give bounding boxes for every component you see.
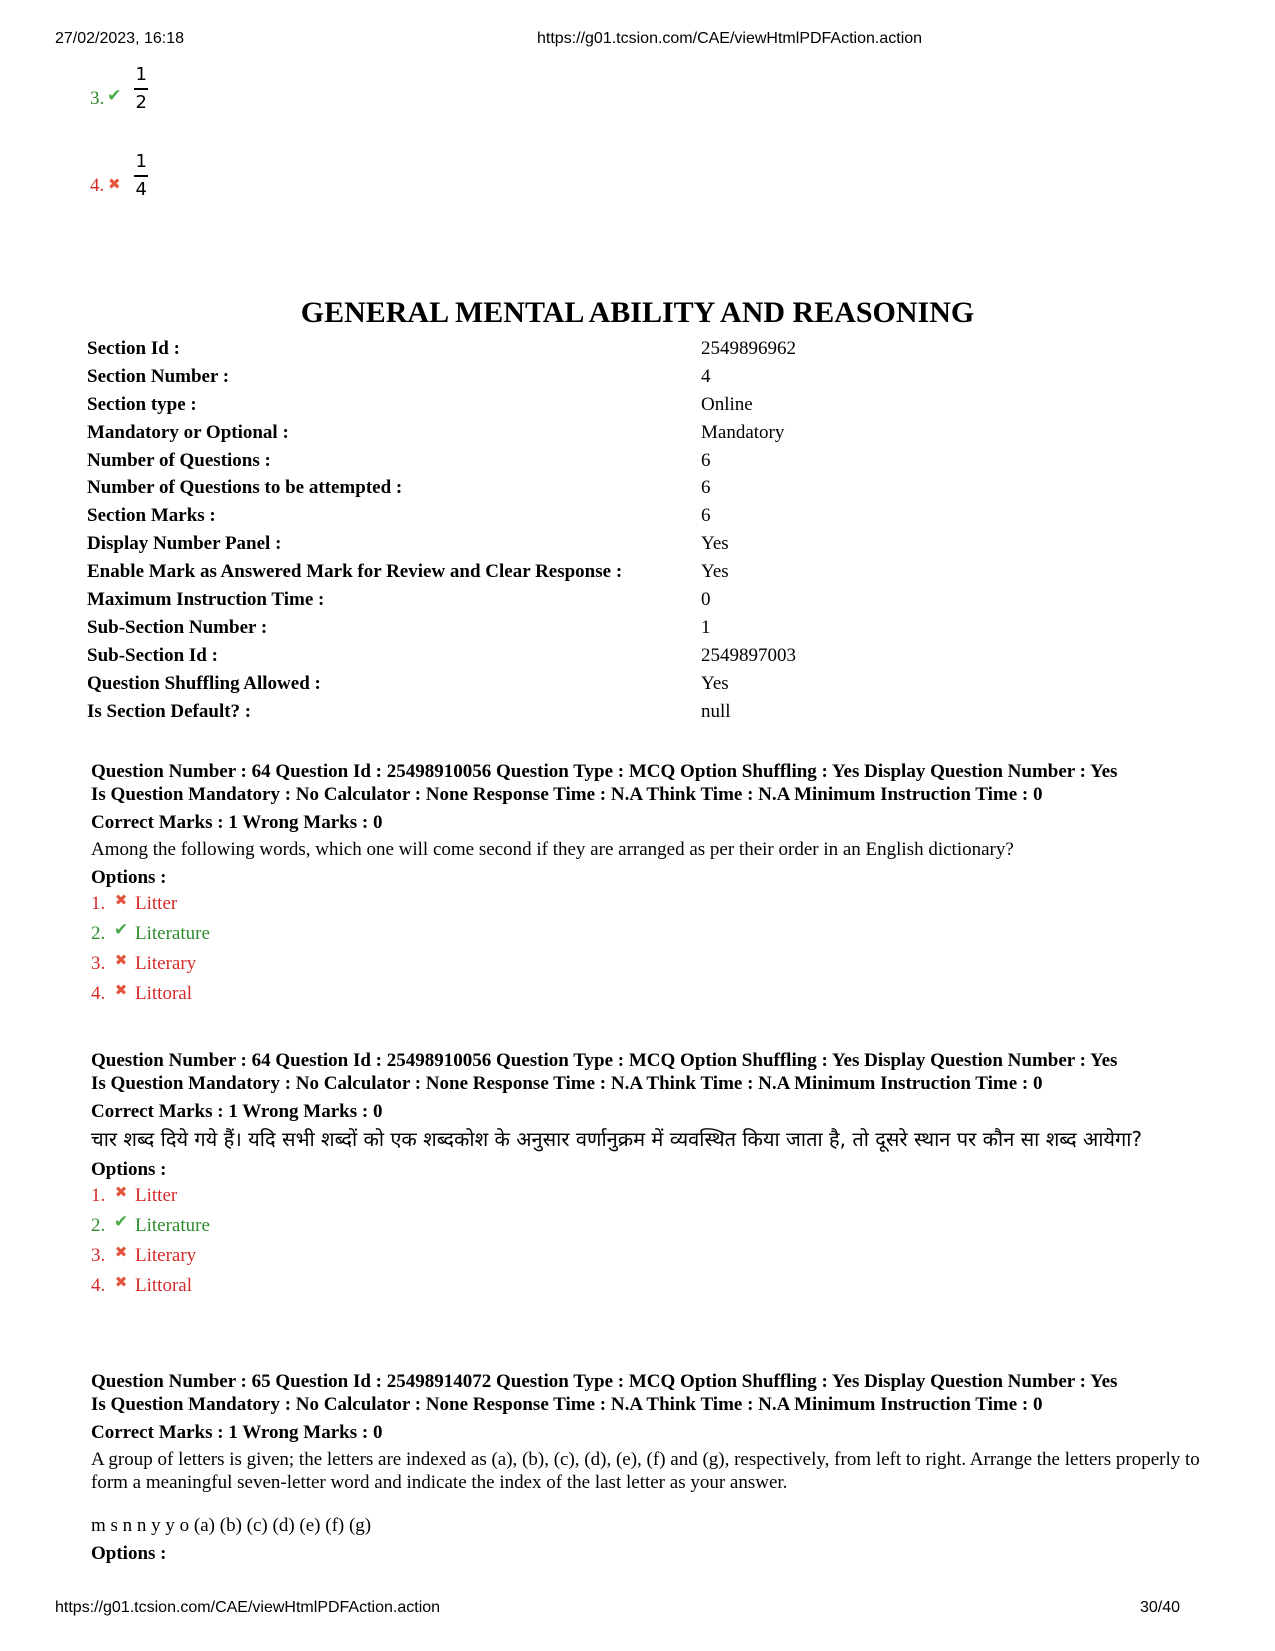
- print-url-header: https://g01.tcsion.com/CAE/viewHtmlPDFAction.action: [537, 30, 923, 47]
- option-item: [91, 1241, 1211, 1271]
- print-url-footer: https://g01.tcsion.com/CAE/viewHtmlPDFAction.action: [55, 1599, 441, 1616]
- info-label: Display Number Panel :: [87, 533, 282, 555]
- question-meta: Question Number : 65 Question Id : 25498914072 Question Type : MCQ Option Shuffling : Yes Display Question Number : Yes: [91, 1371, 1118, 1392]
- option-text: Litter: [135, 1185, 178, 1206]
- info-label: Section Marks :: [87, 505, 216, 527]
- question-marks: Correct Marks : 1 Wrong Marks : 0: [91, 1101, 383, 1122]
- prev-option-4: [90, 147, 148, 200]
- info-value: Yes: [701, 672, 729, 694]
- info-row: [87, 503, 796, 531]
- info-row: [87, 643, 796, 671]
- option-number: 2.: [91, 923, 106, 944]
- info-row: [87, 615, 796, 643]
- cross-icon: ✖: [114, 951, 128, 969]
- option-text: Literary: [135, 1245, 197, 1266]
- option-number: 3.: [91, 953, 106, 974]
- options-label: Options :: [91, 1159, 167, 1180]
- option-text: Litter: [135, 893, 178, 914]
- info-row: [87, 671, 796, 699]
- info-label: Sub-Section Id :: [87, 644, 218, 666]
- info-value: Mandatory: [701, 421, 785, 443]
- cross-icon: ✖: [114, 1183, 128, 1201]
- page-number: 30/40: [1139, 1599, 1180, 1616]
- info-row: [87, 336, 796, 364]
- question-meta: Is Question Mandatory : No Calculator : None Response Time : N.A Think Time : N.A Minimum Instruction Time : 0: [91, 1394, 1043, 1415]
- option-number: 4.: [91, 983, 106, 1004]
- question-meta: Question Number : 64 Question Id : 25498910056 Question Type : MCQ Option Shuffling : Yes Display Question Number : Yes: [91, 1050, 1118, 1071]
- info-row: [87, 587, 796, 615]
- option-text: Literature: [135, 923, 210, 944]
- info-value: Yes: [701, 533, 729, 555]
- question-meta: Question Number : 64 Question Id : 25498910056 Question Type : MCQ Option Shuffling : Yes Display Question Number : Yes: [91, 761, 1118, 782]
- option-number: 4.: [91, 1275, 106, 1296]
- question-meta: Is Question Mandatory : No Calculator : None Response Time : N.A Think Time : N.A Minimum Instruction Time : 0: [91, 1073, 1043, 1094]
- option-number: 1.: [91, 893, 106, 914]
- question-marks: Correct Marks : 1 Wrong Marks : 0: [91, 1422, 383, 1443]
- info-row: [87, 699, 796, 727]
- section-info-table: [87, 336, 796, 726]
- option-item: [91, 1211, 1211, 1241]
- question-text: A group of letters is given; the letters are indexed as (a), (b), (c), (d), (e), (f) and (g), respectively, from left to right. Arrange the letters properly to form a meaningful seven-letter word and indicate the index of the last letter as your answer.: [91, 1449, 1200, 1493]
- cross-icon: ✖: [114, 981, 128, 999]
- fraction-bar: [134, 175, 148, 177]
- info-value: 4: [701, 365, 711, 387]
- info-value: 2549896962: [701, 338, 796, 359]
- fraction-bar: [134, 88, 148, 90]
- question-block: [91, 1370, 1211, 1565]
- fraction-denominator: 2: [135, 92, 147, 113]
- option-text: Literature: [135, 1215, 210, 1236]
- info-label: Is Section Default? :: [87, 700, 252, 722]
- option-number: 3.: [90, 88, 105, 109]
- cross-icon: ✖: [114, 1243, 128, 1261]
- question-block: [91, 1049, 1211, 1301]
- info-row: [87, 448, 796, 476]
- question-text: Among the following words, which one will come second if they are arranged as per their order in an English dictionary?: [91, 839, 1014, 860]
- check-icon: ✔: [113, 920, 129, 940]
- info-value: 6: [701, 505, 711, 527]
- info-value: 0: [701, 589, 711, 611]
- fraction-numerator: 1: [135, 151, 147, 172]
- print-datetime: 27/02/2023, 16:18: [55, 30, 185, 47]
- info-row: [87, 531, 796, 559]
- option-item: [91, 1181, 1211, 1211]
- info-label: Number of Questions :: [87, 449, 271, 471]
- cross-icon: ✖: [114, 1273, 128, 1291]
- letter-group: m s n n y y o (a) (b) (c) (d) (e) (f) (g): [91, 1515, 372, 1536]
- cross-icon: ✖: [107, 175, 121, 193]
- info-label: Maximum Instruction Time :: [87, 589, 325, 611]
- option-item: [91, 919, 1211, 949]
- fraction: [134, 151, 148, 201]
- option-number: 3.: [91, 1245, 106, 1266]
- options-label: Options :: [91, 1543, 167, 1564]
- option-text: Littoral: [135, 983, 192, 1004]
- info-label: Section type :: [87, 393, 197, 415]
- info-label: Enable Mark as Answered Mark for Review and Clear Response :: [87, 561, 623, 583]
- option-item: [91, 949, 1211, 979]
- info-row: [87, 420, 796, 448]
- info-row: [87, 559, 796, 587]
- option-number: 2.: [91, 1215, 106, 1236]
- info-label: Sub-Section Number :: [87, 616, 268, 638]
- question-marks: Correct Marks : 1 Wrong Marks : 0: [91, 812, 383, 833]
- info-label: Section Number :: [87, 365, 230, 387]
- check-icon: ✔: [107, 86, 122, 106]
- info-value: Yes: [701, 561, 729, 583]
- info-value: 2549897003: [701, 644, 796, 666]
- cross-icon: ✖: [114, 891, 128, 909]
- option-number: 4.: [90, 175, 105, 196]
- option-text: Literary: [135, 953, 197, 974]
- info-value: Online: [701, 393, 753, 415]
- info-value: null: [701, 700, 731, 722]
- info-label: Section Id :: [87, 338, 180, 359]
- option-item: [91, 979, 1211, 1009]
- section-title: GENERAL MENTAL ABILITY AND REASONING: [300, 296, 975, 329]
- options-label: Options :: [91, 867, 167, 888]
- info-label: Number of Questions to be attempted :: [87, 477, 403, 499]
- info-value: 6: [701, 477, 711, 499]
- info-row: [87, 475, 796, 503]
- question-text: चार शब्द दिये गये हैं। यदि सभी शब्दों को एक शब्दकोश के अनुसार वर्णानुक्रम में व्यवस्थित किया जाता है, तो दूसरे स्थान पर कौन सा शब्द आयेगा?: [91, 1127, 1143, 1151]
- option-number: 1.: [91, 1185, 106, 1206]
- info-label: Question Shuffling Allowed :: [87, 672, 321, 694]
- fraction: [134, 64, 148, 114]
- info-label: Mandatory or Optional :: [87, 421, 289, 443]
- info-value: 1: [701, 616, 711, 638]
- info-value: 6: [701, 449, 711, 471]
- option-item: [91, 889, 1211, 919]
- fraction-numerator: 1: [135, 64, 147, 85]
- check-icon: ✔: [113, 1212, 129, 1232]
- info-row: [87, 364, 796, 392]
- fraction-denominator: 4: [135, 179, 147, 200]
- info-row: [87, 392, 796, 420]
- prev-option-3: [90, 60, 148, 113]
- option-item: [91, 1271, 1211, 1301]
- question-block: [91, 760, 1211, 1009]
- option-text: Littoral: [135, 1275, 192, 1296]
- question-meta: Is Question Mandatory : No Calculator : None Response Time : N.A Think Time : N.A Minimum Instruction Time : 0: [91, 784, 1043, 805]
